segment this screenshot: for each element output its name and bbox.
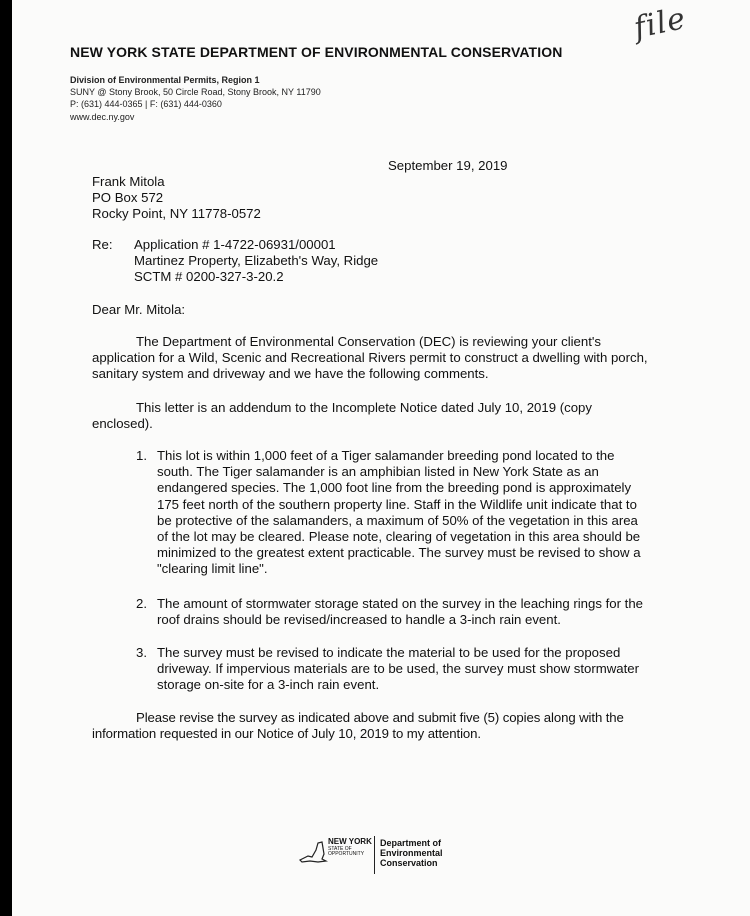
intro-paragraph: The Department of Environmental Conservation (DEC) is reviewing your client's application for a Wild, Scenic and Recreational Rivers permit to construct a dwelling with porch, sanitary system and driveway and we have the following comments. <box>92 334 648 382</box>
state-of-opportunity-text: STATE OF OPPORTUNITY <box>328 846 365 857</box>
letter-page <box>12 0 750 916</box>
recipient-address <box>92 174 261 223</box>
recipient-city: Rocky Point, NY 11778-0572 <box>92 206 261 222</box>
re-application: Application # 1-4722-06931/00001 <box>134 237 336 252</box>
office-address: SUNY @ Stony Brook, 50 Circle Road, Stony Brook, NY 11790 <box>70 87 321 98</box>
office-phone: P: (631) 444-0365 | F: (631) 444-0360 <box>70 99 222 110</box>
item-text: This lot is within 1,000 feet of a Tiger salamander breeding pond located to the south. The Tiger salamander is an amphibian listed in New York State as an endangered species. The 1,000 foot line from the breeding pond is approximately 175 feet north of the southern property line. Staff in the Wildlife unit indicate that to be protective of the salamanders, a maximum of 50% of the vegetation in this area of the lot may be cleared. Please note, clearing of vegetation in this area should be minimized to the greatest extent practicable. The survey must be revised to show a "clearing limit line". <box>157 448 641 577</box>
agency-name: NEW YORK STATE DEPARTMENT OF ENVIRONMENTAL CONSERVATION <box>70 44 563 60</box>
new-york-wordmark: NEW YORK <box>328 837 372 846</box>
item-number: 1. <box>136 448 147 463</box>
new-york-state-icon <box>298 840 328 866</box>
item-text: The survey must be revised to indicate the material to be used for the proposed driveway. If impervious materials are to be used, the survey must show stormwater storage on-site for a 3-inch rain event. <box>157 645 640 693</box>
letterhead-details <box>70 74 321 123</box>
dec-footer-logo <box>298 832 468 882</box>
item-number: 3. <box>136 645 147 660</box>
salutation: Dear Mr. Mitola: <box>92 302 186 317</box>
letter-date: September 19, 2019 <box>388 158 508 173</box>
logo-divider <box>374 836 375 874</box>
re-sctm: SCTM # 0200-327-3-20.2 <box>134 269 284 285</box>
division-name: Division of Environmental Permits, Region 1 <box>70 75 260 85</box>
office-website: www.dec.ny.gov <box>70 111 135 122</box>
dec-wordmark: Department of Environmental Conservation <box>380 838 443 868</box>
re-block <box>134 237 378 286</box>
re-property: Martinez Property, Elizabeth's Way, Ridge <box>134 253 379 269</box>
handwritten-note: file <box>630 0 690 47</box>
recipient-name: Frank Mitola <box>92 174 165 189</box>
item-text: The amount of stormwater storage stated on the survey in the leaching rings for the roof drains should be revised/increased to handle a 3-inch rain event. <box>157 596 643 628</box>
addendum-paragraph: This letter is an addendum to the Incomplete Notice dated July 10, 2019 (copy enclosed). <box>92 400 592 432</box>
closing-paragraph: Please revise the survey as indicated above and submit five (5) copies along with the information requested in our Notice of July 10, 2019 to my attention. <box>92 710 624 742</box>
item-number: 2. <box>136 596 147 611</box>
recipient-street: PO Box 572 <box>92 190 164 206</box>
re-label: Re: <box>92 237 113 252</box>
